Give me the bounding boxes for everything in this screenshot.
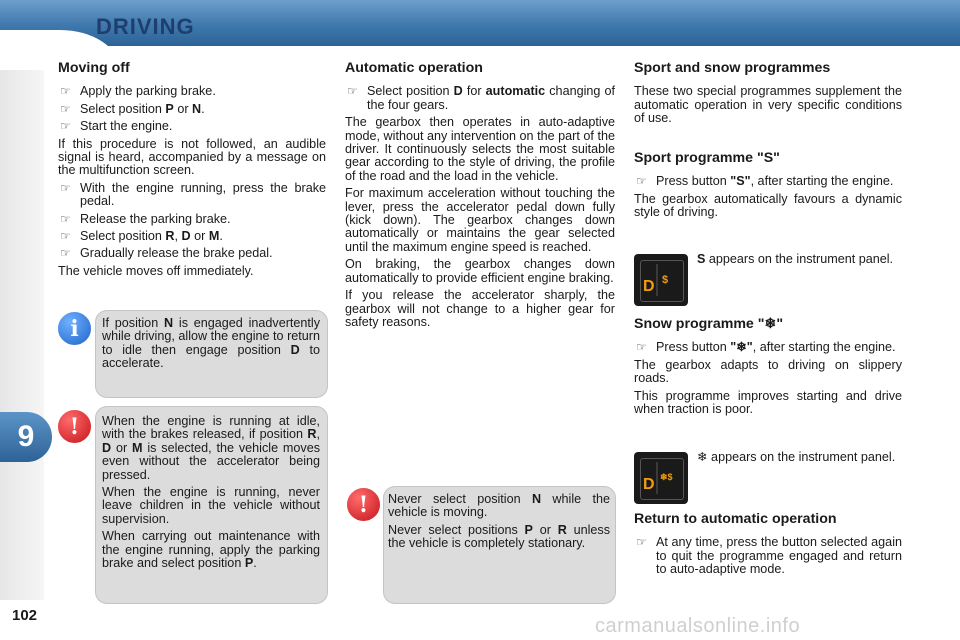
automatic-operation-section — [345, 62, 615, 333]
chapter-tab: 9 — [0, 412, 52, 462]
warning-box — [383, 486, 616, 604]
pointing-hand-icon: ☞ — [60, 229, 71, 244]
list-item: ☞ With the engine running, press the brake pedal. — [60, 180, 326, 209]
warning-box — [95, 406, 328, 604]
sport-programme-heading: Sport programme "S" — [634, 150, 780, 166]
left-margin-strip — [0, 70, 44, 600]
warning-box-text: When the engine is running at idle, with the brakes released, if position R, D or M is selected, the vehicle moves even without the accelerator being pressed. When the engine is running, never leave children in the vehicle without supervision. When carrying out maintenance with the engine running, apply the parking brake and select position P. — [102, 414, 321, 571]
paragraph: If this procedure is not followed, an audible signal is heard, accompanied by a message on the multifunction screen. — [58, 136, 326, 178]
list-item: ☞ Press button "❄", after starting the engine. — [636, 340, 896, 355]
pointing-hand-icon: ☞ — [347, 84, 358, 99]
snow-programme-heading: Snow programme "❄" — [634, 316, 784, 332]
paragraph: This programme improves starting and drive when traction is poor. — [634, 388, 902, 417]
pointing-hand-icon: ☞ — [60, 101, 71, 116]
info-box-text: If position N is engaged inadvertently while driving, allow the engine to return to idle then engage position D to accelerate. — [102, 316, 321, 371]
snow-indicator-text: ❄ appears on the instrument panel. — [697, 450, 896, 464]
pointing-hand-icon: ☞ — [636, 535, 647, 550]
snow-programme-section — [634, 318, 902, 420]
info-box — [95, 310, 328, 398]
list-item: ☞ Select position D for automatic changing of the four gears. — [347, 84, 615, 112]
moving-off-heading: Moving off — [58, 60, 130, 76]
paragraph: If you release the accelerator sharply, the gearbox will not change to a higher gear for safety reasons. — [345, 288, 615, 329]
paragraph: On braking, the gearbox changes down automatically to provide efficient engine braking. — [345, 257, 615, 285]
paragraph: The gearbox then operates in auto-adaptive mode, without any intervention on the part of the driver. It continuously selects the most suitable gear according to the style of driving, the profile of the road and the load in the vehicle. — [345, 115, 615, 183]
sport-programme-section — [634, 152, 902, 224]
list-item: ☞ Select position P or N. — [60, 101, 205, 116]
pointing-hand-icon: ☞ — [60, 119, 71, 134]
paragraph: The gearbox adapts to driving on slippery roads. — [634, 357, 902, 386]
warning-box-text: Never select position N while the vehicle is moving. Never select positions P or R unless the vehicle is completely stationary. — [388, 492, 610, 551]
automatic-operation-heading: Automatic operation — [345, 60, 483, 76]
paragraph: These two special programmes supplement the automatic operation in very specific conditions of use. — [634, 84, 902, 126]
pointing-hand-icon: ☞ — [60, 84, 71, 99]
info-icon: i — [56, 310, 93, 347]
list-item: ☞ Press button "S", after starting the engine. — [636, 174, 894, 189]
pointing-hand-icon: ☞ — [60, 246, 71, 261]
pointing-hand-icon: ☞ — [60, 180, 71, 195]
page-title: DRIVING — [96, 14, 195, 39]
list-item: ☞ Release the parking brake. — [60, 211, 231, 226]
warning-icon: ! — [56, 408, 93, 445]
paragraph: For maximum acceleration without touching the lever, press the accelerator pedal down fully (kick down). The gearbox changes down automatically or maintains the gear selected until the maximum engine speed is reached. — [345, 186, 615, 254]
sport-indicator-image: D $ — [634, 254, 688, 306]
watermark: carmanualsonline.info — [595, 615, 801, 637]
snow-indicator-image: D ❄$ — [634, 452, 688, 504]
pointing-hand-icon: ☞ — [636, 340, 647, 355]
warning-icon: ! — [345, 486, 382, 523]
page-number: 102 — [12, 607, 38, 624]
moving-off-section — [58, 62, 326, 282]
list-item: ☞ At any time, press the button selected again to quit the programme engaged and return to auto-adaptive mode. — [636, 535, 902, 577]
list-item: ☞ Start the engine. — [60, 119, 173, 134]
paragraph: The gearbox automatically favours a dynamic style of driving. — [634, 191, 902, 220]
list-item: ☞ Select position R, D or M. — [60, 229, 223, 244]
sport-snow-section — [634, 62, 902, 130]
pointing-hand-icon: ☞ — [60, 211, 71, 226]
return-automatic-section — [634, 513, 902, 581]
sport-indicator-text: S appears on the instrument panel. — [697, 252, 894, 266]
return-automatic-heading: Return to automatic operation — [634, 511, 837, 527]
list-item: ☞ Apply the parking brake. — [60, 84, 216, 99]
list-item: ☞ Gradually release the brake pedal. — [60, 246, 273, 261]
pointing-hand-icon: ☞ — [636, 174, 647, 189]
paragraph: The vehicle moves off immediately. — [58, 263, 254, 278]
sport-snow-heading: Sport and snow programmes — [634, 60, 831, 76]
